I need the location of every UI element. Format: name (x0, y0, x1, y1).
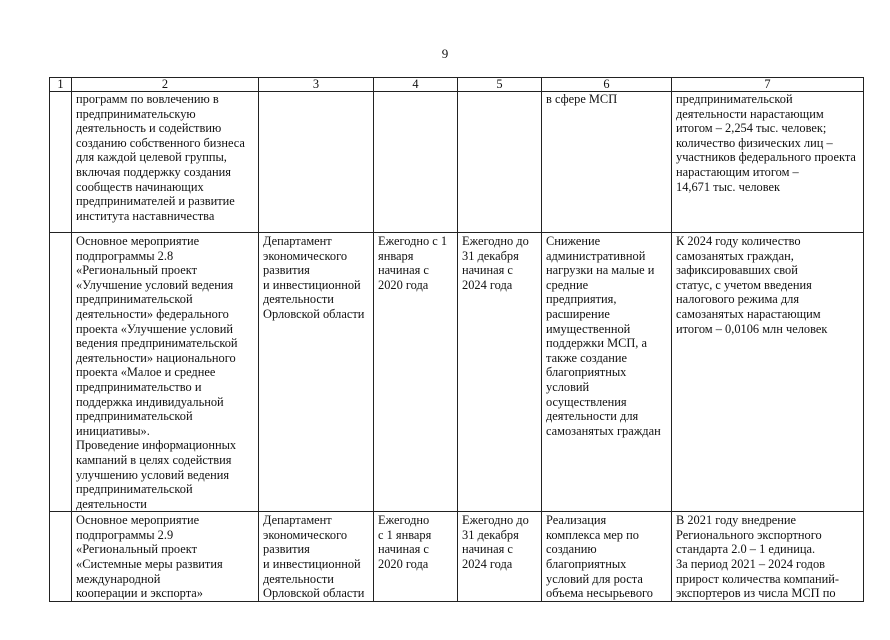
expected-result-cell (542, 92, 672, 233)
header-cell-2: 2 (72, 78, 259, 92)
end-date-cell (458, 512, 542, 602)
executor-cell (259, 233, 374, 512)
end-date-text: Ежегодно до 31 декабря начиная с 2024 года (462, 234, 529, 292)
executor-text: Департамент экономического развития и инвестиционной деятельности Орловской области (263, 234, 365, 321)
executor-text: Департамент экономического развития и инвестиционной деятельности Орловской области (263, 513, 365, 601)
header-cell-6: 6 (542, 78, 672, 92)
start-date-cell (374, 233, 458, 512)
header-cell-4: 4 (374, 78, 458, 92)
indicator-cell (672, 92, 864, 233)
end-date-cell (458, 92, 542, 233)
table-header-row (50, 78, 864, 92)
expected-result-cell (542, 512, 672, 602)
page-number: 9 (441, 46, 449, 61)
executor-cell (259, 512, 374, 602)
indicator-cell (672, 512, 864, 602)
expected-result-text: в сфере МСП (546, 92, 618, 106)
indicator-text: предпринимательской деятельности нарастающим итогом – 2,254 тыс. человек; количество физических лиц – участников федерального проекта нарастающим итогом – 14,671 тыс. человек (676, 92, 856, 194)
activity-cell (72, 233, 259, 512)
table-row (50, 92, 864, 233)
indicator-cell (672, 233, 864, 512)
indicator-text: К 2024 году количество самозанятых граждан, зафиксировавших свой статус, с учетом введения налогового режима для самозанятых нарастающим итогом – 0,0106 млн человек (676, 234, 828, 336)
document-table (49, 77, 864, 602)
activity-cell (72, 512, 259, 602)
table-row (50, 233, 864, 512)
header-cell-3: 3 (259, 78, 374, 92)
activity-text: Основное мероприятие подпрограммы 2.8 «Региональный проект «Улучшение условий ведения предпринимательской деятельности» федерального проекта «Улучшение условий ведения предпринимательской деятельности» национального проекта «Малое и среднее предпринимательство и поддержка индивидуальной предпринимательской инициативы». Проведение информационных кампаний в целях содействия улучшению условий ведения предпринимательской деятельности (76, 234, 238, 511)
executor-cell (259, 92, 374, 233)
header-cell-1: 1 (50, 78, 72, 92)
row-number-cell (50, 233, 72, 512)
header-cell-7: 7 (672, 78, 864, 92)
row-number-cell (50, 92, 72, 233)
expected-result-cell (542, 233, 672, 512)
expected-result-text: Снижение административной нагрузки на малые и средние предприятия, расширение имущественной поддержки МСП, а также создание благоприятных условий осуществления деятельности для самозанятых граждан (546, 234, 661, 438)
start-date-text: Ежегодно с 1 января начиная с 2020 года (378, 513, 432, 572)
start-date-cell (374, 512, 458, 602)
activity-text: программ по вовлечению в предпринимательскую деятельность и содействию созданию собственного бизнеса для каждой целевой группы, включая поддержку создания сообществ начинающих предпринимателей и развитие института наставничества (76, 92, 245, 223)
expected-result-text: Реализация комплекса мер по созданию благоприятных условий для роста объема несырьевого (546, 513, 653, 601)
row-number-cell (50, 512, 72, 602)
indicator-text: В 2021 году внедрение Регионального экспортного стандарта 2.0 – 1 единица. За период 2021 – 2024 годов прирост количества компаний- экспортеров из числа МСП по (676, 513, 839, 601)
activity-cell (72, 92, 259, 233)
end-date-text: Ежегодно до 31 декабря начиная с 2024 года (462, 513, 529, 572)
start-date-text: Ежегодно с 1 января начиная с 2020 года (378, 234, 448, 292)
activity-text: Основное мероприятие подпрограммы 2.9 «Региональный проект «Системные меры развития международной кооперации и экспорта» (76, 513, 223, 601)
start-date-cell (374, 92, 458, 233)
table-row (50, 512, 864, 602)
header-cell-5: 5 (458, 78, 542, 92)
end-date-cell (458, 233, 542, 512)
